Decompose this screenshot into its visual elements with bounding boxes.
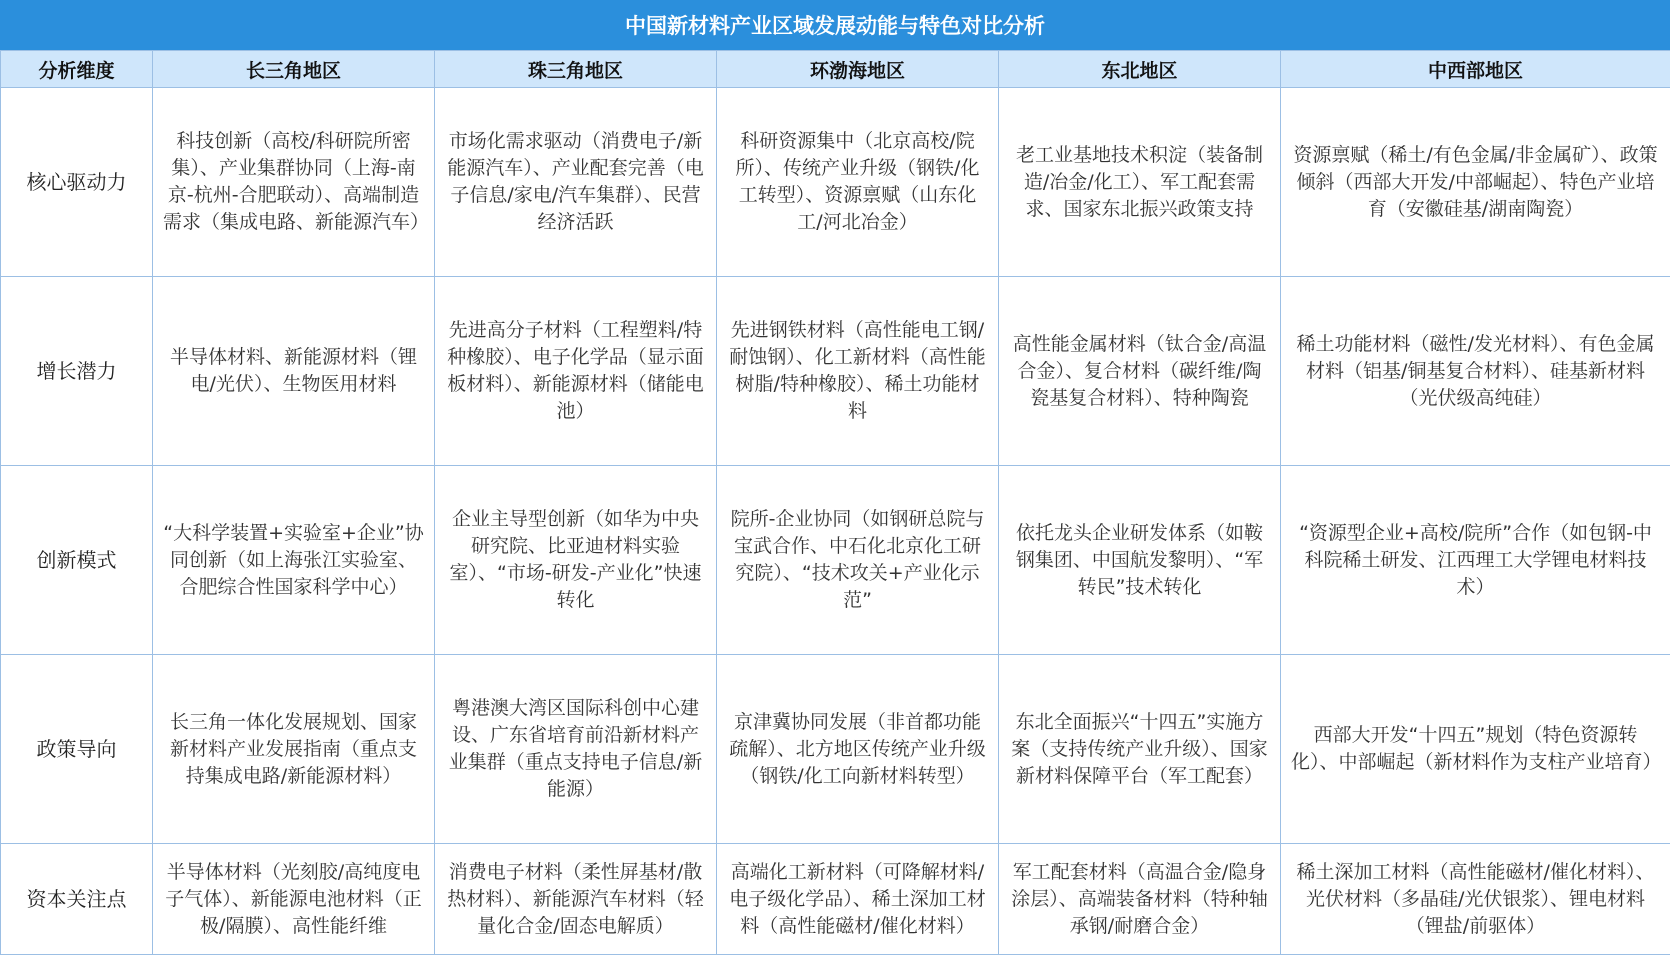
table-cell: 军工配套材料（高温合金/隐身涂层）、高端装备材料（特种轴承钢/耐磨合金） — [999, 844, 1281, 955]
table-cell: 西部大开发“十四五”规划（特色资源转化）、中部崛起（新材料作为支柱产业培育） — [1281, 655, 1670, 844]
header-central-west: 中西部地区 — [1281, 51, 1670, 88]
table-cell: 先进钢铁材料（高性能电工钢/耐蚀钢）、化工新材料（高性能树脂/特种橡胶）、稀土功能材料 — [717, 277, 999, 466]
table-row — [1, 466, 1670, 655]
header-pearl-delta: 珠三角地区 — [435, 51, 717, 88]
table-cell: 高端化工新材料（可降解材料/电子级化学品）、稀土深加工材料（高性能磁材/催化材料） — [717, 844, 999, 955]
table-cell: 依托龙头企业研发体系（如鞍钢集团、中国航发黎明）、“军转民”技术转化 — [999, 466, 1281, 655]
table-cell: 东北全面振兴“十四五”实施方案（支持传统产业升级）、国家新材料保障平台（军工配套） — [999, 655, 1281, 844]
table-cell: 高性能金属材料（钛合金/高温合金）、复合材料（碳纤维/陶瓷基复合材料）、特种陶瓷 — [999, 277, 1281, 466]
table-cell: 半导体材料、新能源材料（锂电/光伏）、生物医用材料 — [153, 277, 435, 466]
table-cell: 消费电子材料（柔性屏基材/散热材料）、新能源汽车材料（轻量化合金/固态电解质） — [435, 844, 717, 955]
table-row — [1, 88, 1670, 277]
comparison-table — [0, 50, 1670, 955]
table-header-row — [1, 51, 1670, 88]
table-cell: 半导体材料（光刻胶/高纯度电子气体）、新能源电池材料（正极/隔膜）、高性能纤维 — [153, 844, 435, 955]
table-cell: “资源型企业+高校/院所”合作（如包钢-中科院稀土研发、江西理工大学锂电材料技术） — [1281, 466, 1670, 655]
row-label: 资本关注点 — [1, 844, 153, 955]
table-cell: 稀土深加工材料（高性能磁材/催化材料）、光伏材料（多晶硅/光伏银浆）、锂电材料（锂盐/前驱体） — [1281, 844, 1670, 955]
table-cell: 科研资源集中（北京高校/院所）、传统产业升级（钢铁/化工转型）、资源禀赋（山东化工/河北冶金） — [717, 88, 999, 277]
table-cell: 先进高分子材料（工程塑料/特种橡胶）、电子化学品（显示面板材料）、新能源材料（储能电池） — [435, 277, 717, 466]
header-northeast: 东北地区 — [999, 51, 1281, 88]
header-dimension: 分析维度 — [1, 51, 153, 88]
table-cell: 长三角一体化发展规划、国家新材料产业发展指南（重点支持集成电路/新能源材料） — [153, 655, 435, 844]
table-row — [1, 844, 1670, 955]
table-cell: 院所-企业协同（如钢研总院与宝武合作、中石化北京化工研究院）、“技术攻关+产业化示范” — [717, 466, 999, 655]
table-cell: “大科学装置+实验室+企业”协同创新（如上海张江实验室、合肥综合性国家科学中心） — [153, 466, 435, 655]
table-cell: 企业主导型创新（如华为中央研究院、比亚迪材料实验室）、“市场-研发-产业化”快速转化 — [435, 466, 717, 655]
table-cell: 资源禀赋（稀土/有色金属/非金属矿）、政策倾斜（西部大开发/中部崛起）、特色产业培育（安徽硅基/湖南陶瓷） — [1281, 88, 1670, 277]
table-row — [1, 655, 1670, 844]
table-cell: 老工业基地技术积淀（装备制造/冶金/化工）、军工配套需求、国家东北振兴政策支持 — [999, 88, 1281, 277]
table-cell: 粤港澳大湾区国际科创中心建设、广东省培育前沿新材料产业集群（重点支持电子信息/新能源） — [435, 655, 717, 844]
table-cell: 科技创新（高校/科研院所密集）、产业集群协同（上海-南京-杭州-合肥联动）、高端制造需求（集成电路、新能源汽车） — [153, 88, 435, 277]
table-row — [1, 277, 1670, 466]
table-cell: 京津冀协同发展（非首都功能疏解）、北方地区传统产业升级（钢铁/化工向新材料转型） — [717, 655, 999, 844]
table-cell: 市场化需求驱动（消费电子/新能源汽车）、产业配套完善（电子信息/家电/汽车集群）、民营经济活跃 — [435, 88, 717, 277]
header-yangtze-delta: 长三角地区 — [153, 51, 435, 88]
table-cell: 稀土功能材料（磁性/发光材料）、有色金属材料（铝基/铜基复合材料）、硅基新材料（光伏级高纯硅） — [1281, 277, 1670, 466]
header-bohai-rim: 环渤海地区 — [717, 51, 999, 88]
row-label: 增长潜力 — [1, 277, 153, 466]
page-title: 中国新材料产业区域发展动能与特色对比分析 — [0, 0, 1670, 50]
row-label: 政策导向 — [1, 655, 153, 844]
row-label: 核心驱动力 — [1, 88, 153, 277]
row-label: 创新模式 — [1, 466, 153, 655]
